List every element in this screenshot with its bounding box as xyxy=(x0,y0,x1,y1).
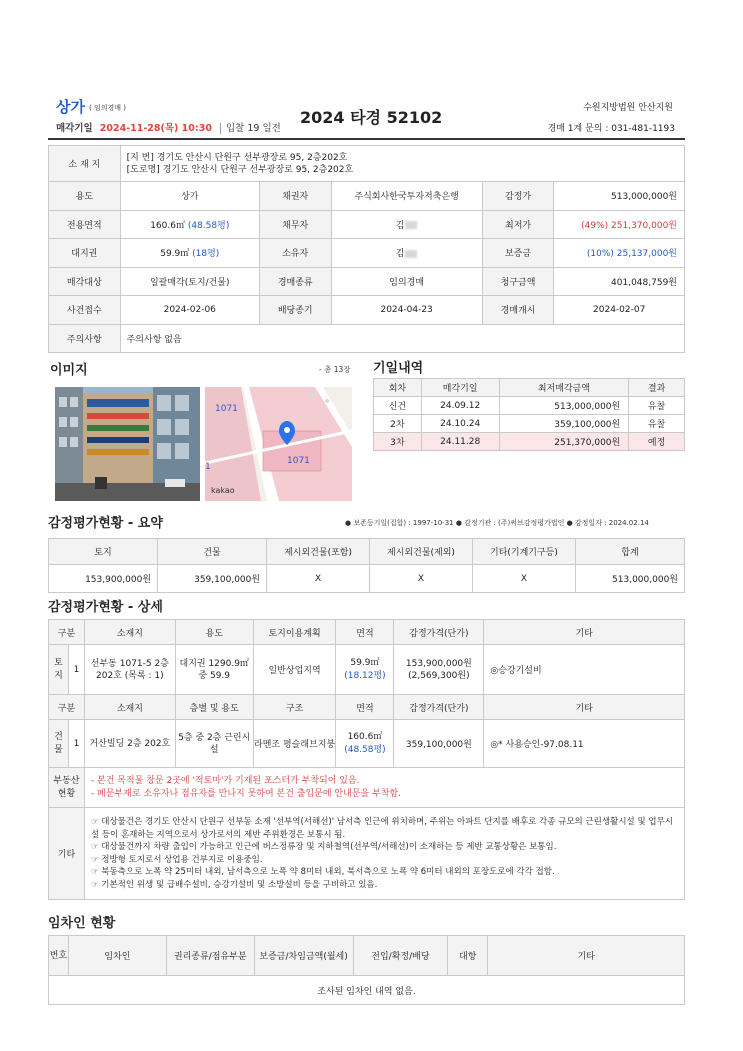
status-text xyxy=(84,768,684,808)
summary-header: 제시외건물(포함) xyxy=(267,539,370,565)
summary-header: 제시외건물(제외) xyxy=(370,539,473,565)
land-address: 선부동 1071-5 2층 202호 (목록 : 1) xyxy=(84,645,175,695)
debtor-label: 채무자 xyxy=(259,210,331,239)
history-row xyxy=(374,397,685,415)
map-parcel-label-2: 1071 xyxy=(287,456,310,466)
land-etc: ◎승강기설비 xyxy=(484,645,685,695)
debtor-value: 김 xyxy=(331,210,482,239)
detail-header: 면적 xyxy=(336,620,394,645)
history-price: 359,100,000원 xyxy=(499,415,629,433)
summary-row xyxy=(49,565,685,593)
map-parcel-label-3: 1 xyxy=(205,462,211,472)
info-row xyxy=(49,210,685,239)
tenant-header: 보증금/차임금액(월세) xyxy=(254,936,353,976)
min-price-label: 최저가 xyxy=(482,210,554,239)
court-name: 수원지방법원 안산지원 xyxy=(583,103,673,113)
history-price: 513,000,000원 xyxy=(499,397,629,415)
auction-page xyxy=(48,88,685,997)
land-area: 59.9㎡ (18.12평) xyxy=(336,645,394,695)
etc-label: 기타 xyxy=(49,808,85,900)
info-row xyxy=(49,324,685,353)
start-label: 경매개시 xyxy=(482,296,554,325)
history-date: 24.11.28 xyxy=(421,433,499,451)
building-etc: ◎* 사용승인-97.08.11 xyxy=(484,720,685,768)
building-structure: 라멘조 평슬래브지붕 xyxy=(253,720,336,768)
history-header: 결과 xyxy=(629,379,685,397)
building-address: 거산빌딩 2층 202호 xyxy=(84,720,175,768)
tenant-header: 기타 xyxy=(488,936,685,976)
detail-header: 구분 xyxy=(49,695,85,720)
summary-extra-incl: X xyxy=(267,565,370,593)
summary-land: 153,900,000원 xyxy=(49,565,158,593)
info-row xyxy=(49,296,685,325)
info-row xyxy=(49,267,685,296)
street-photo[interactable] xyxy=(55,387,200,501)
summary-table xyxy=(48,538,685,593)
history-result: 유찰 xyxy=(629,415,685,433)
history-round: 2차 xyxy=(374,415,422,433)
land-price: 153,900,000원 (2,569,300원) xyxy=(394,645,484,695)
tenant-header: 전입/확정/배당 xyxy=(353,936,448,976)
detail-header: 소재지 xyxy=(84,620,175,645)
appraisal-value: 513,000,000원 xyxy=(554,182,685,211)
property-type: 상가 ( 임의경매 ) xyxy=(56,98,126,116)
history-date: 24.09.12 xyxy=(421,397,499,415)
inquiry-phone: 경매 1계 문의 : 031-481-1193 xyxy=(547,124,675,134)
caution-value: 주의사항 없음 xyxy=(120,324,684,353)
summary-header: 토지 xyxy=(49,539,158,565)
summary-extra-excl: X xyxy=(370,565,473,593)
case-number: 2024 타경 52102 xyxy=(300,108,443,127)
tenant-table xyxy=(48,935,685,1005)
summary-header: 건물 xyxy=(158,539,267,565)
building-price: 359,100,000원 xyxy=(394,720,484,768)
location-label: 소 재 지 xyxy=(49,146,121,182)
etc-line: ☞ 대상물건은 경기도 안산시 단원구 선부동 소재 '선부역(서해선)' 남서측 인근에 위치하며, 주위는 아파트 단지를 배후로 각종 규모의 근린생활시설 및 업무시설 등이 혼재하는 지역으로서 상가로서의 제반 주위환경은 보통시 됨. xyxy=(90,817,673,840)
summary-other: X xyxy=(472,565,575,593)
masked-name xyxy=(405,250,417,258)
start-value: 2024-02-07 xyxy=(554,296,685,325)
summary-header: 기타(기계기구등) xyxy=(472,539,575,565)
tenant-title: 임차인 현황 xyxy=(48,916,116,931)
history-table xyxy=(373,378,685,451)
location-lot: [지 번] 경기도 안산시 단원구 선부광장로 95, 2층202호 xyxy=(126,152,348,163)
history-title: 기일내역 xyxy=(373,361,424,376)
claim-label: 청구금액 xyxy=(482,267,554,296)
owner-value: 김 xyxy=(331,239,482,268)
history-round: 신건 xyxy=(374,397,422,415)
dividend-value: 2024-04-23 xyxy=(331,296,482,325)
map-parcel-label-1: 1071 xyxy=(215,404,238,414)
detail-header: 면적 xyxy=(336,695,394,720)
location-map[interactable] xyxy=(205,387,352,501)
days-left: 입찰 19 일전 xyxy=(220,123,281,134)
creditor-value: 주식회사한국투자저축은행 xyxy=(331,182,482,211)
status-line: - 본건 목적물 창문 2곳에 '적토마'가 기재된 포스터가 부착되어 있음. xyxy=(90,775,360,786)
dividend-label: 배당종기 xyxy=(259,296,331,325)
history-round: 3차 xyxy=(374,433,422,451)
sale-target-label: 매각대상 xyxy=(49,267,121,296)
etc-line: ☞ 대상물건까지 차량 출입이 가능하고 인근에 버스정류장 및 지하철역(선부역/서해선)이 소재하는 등 제반 교통상황은 보통임. xyxy=(90,842,557,852)
detail-title: 감정평가현황 - 상세 xyxy=(48,600,163,615)
building-no: 1 xyxy=(68,720,84,768)
auction-type-value: 임의경매 xyxy=(331,267,482,296)
detail-header: 감정가격(단가) xyxy=(394,695,484,720)
land-plan: 일반상업지역 xyxy=(253,645,336,695)
basic-info-table xyxy=(48,145,685,353)
min-price-value: (49%) 251,370,000원 xyxy=(554,210,685,239)
filed-label: 사건접수 xyxy=(49,296,121,325)
sale-date-line xyxy=(56,120,281,134)
tenant-header: 번호 xyxy=(49,936,69,976)
detail-header: 구조 xyxy=(253,695,336,720)
history-date: 24.10.24 xyxy=(421,415,499,433)
detail-header: 소재지 xyxy=(84,695,175,720)
auction-header xyxy=(48,88,685,140)
photo-gallery xyxy=(55,387,352,501)
map-image xyxy=(205,387,352,501)
usage-value: 상가 xyxy=(120,182,259,211)
status-row xyxy=(49,768,685,808)
land-label: 토 지 xyxy=(49,645,69,695)
detail-header: 용도 xyxy=(175,620,253,645)
caution-label: 주의사항 xyxy=(49,324,121,353)
detail-header: 감정가격(단가) xyxy=(394,620,484,645)
claim-value: 401,048,759원 xyxy=(554,267,685,296)
etc-text xyxy=(84,808,684,900)
building-row xyxy=(49,720,685,768)
land-use: 대지권 1290.9㎡ 중 59.9 xyxy=(175,645,253,695)
map-brand: kakao xyxy=(211,486,235,495)
detail-header: 토지이용계획 xyxy=(253,620,336,645)
land-right-value: 59.9㎡ (18평) xyxy=(120,239,259,268)
creditor-label: 채권자 xyxy=(259,182,331,211)
filed-value: 2024-02-06 xyxy=(120,296,259,325)
history-result: 예정 xyxy=(629,433,685,451)
history-row-current xyxy=(374,433,685,451)
tenant-empty-row xyxy=(49,976,685,1005)
building-use: 5층 중 2층 근린시설 xyxy=(175,720,253,768)
summary-header: 합계 xyxy=(575,539,684,565)
etc-row xyxy=(49,808,685,900)
deposit-value: (10%) 25,137,000원 xyxy=(554,239,685,268)
summary-building: 359,100,000원 xyxy=(158,565,267,593)
etc-line: ☞ 정방형 토지로서 상업용 건부지로 이용중임. xyxy=(90,854,263,865)
detail-header: 구분 xyxy=(49,620,85,645)
summary-title: 감정평가현황 - 요약 xyxy=(48,516,163,531)
etc-line: ☞ 기본적인 위생 및 급배수설비, 승강기설비 및 소방설비 등을 구비하고 있음. xyxy=(90,879,378,890)
history-result: 유찰 xyxy=(629,397,685,415)
building-area: 160.6㎡ (48.58평) xyxy=(336,720,394,768)
history-header: 회차 xyxy=(374,379,422,397)
history-header: 매각기일 xyxy=(421,379,499,397)
land-right-label: 대지권 xyxy=(49,239,121,268)
auction-kind: ( 임의경매 ) xyxy=(88,103,126,112)
tenant-header: 대항 xyxy=(448,936,488,976)
usage-label: 용도 xyxy=(49,182,121,211)
detail-header: 기타 xyxy=(484,620,685,645)
detail-table xyxy=(48,619,685,900)
sale-date: 2024-11-28(목) 10:30 xyxy=(99,123,212,134)
sale-target-value: 일괄매각(토지/건물) xyxy=(120,267,259,296)
area-value: 160.6㎡ (48.58평) xyxy=(120,210,259,239)
tenant-header: 임차인 xyxy=(68,936,166,976)
tenant-header: 권리종류/점유부분 xyxy=(166,936,254,976)
area-label: 전용면적 xyxy=(49,210,121,239)
deposit-label: 보증금 xyxy=(482,239,554,268)
summary-note: ● 보존등기일(집합) : 1997-10-31 ● 감정기관 : (주)써브감정평가법인 ● 감정일자 : 2024.02.14 xyxy=(345,519,649,527)
history-row xyxy=(374,415,685,433)
status-line: - 폐문부재로 소유자나 점유자를 만나지 못하여 본건 출입문에 안내문을 부착함. xyxy=(90,788,402,799)
status-label: 부동산 현황 xyxy=(49,768,85,808)
auction-type-label: 경매종류 xyxy=(259,267,331,296)
etc-line: ☞ 북동측으로 노폭 약 25미터 내외, 남서측으로 노폭 약 8미터 내외, 북서측으로 노폭 약 6미터 내외의 포장도로에 각각 접함. xyxy=(90,867,555,877)
info-row xyxy=(49,182,685,211)
building-label: 건 물 xyxy=(49,720,69,768)
summary-total: 513,000,000원 xyxy=(575,565,684,593)
history-header: 최저매각금액 xyxy=(499,379,629,397)
sale-date-label: 매각기일 xyxy=(56,123,93,134)
detail-header: 층별 및 용도 xyxy=(175,695,253,720)
location-road: [도로명] 경기도 안산시 단원구 선부광장로 95, 2층202호 xyxy=(126,164,354,175)
image-section-title: 이미지 xyxy=(50,363,88,378)
appraisal-label: 감정가 xyxy=(482,182,554,211)
street-photo-image xyxy=(55,387,200,501)
history-price: 251,370,000원 xyxy=(499,433,629,451)
land-no: 1 xyxy=(68,645,84,695)
location-value xyxy=(120,146,684,182)
tenant-empty-message: 조사된 임차인 내역 없음. xyxy=(49,976,685,1005)
info-row xyxy=(49,239,685,268)
image-count: - 총 13장 xyxy=(319,365,351,374)
masked-name xyxy=(405,221,417,229)
owner-label: 소유자 xyxy=(259,239,331,268)
detail-header: 기타 xyxy=(484,695,685,720)
land-row xyxy=(49,645,685,695)
